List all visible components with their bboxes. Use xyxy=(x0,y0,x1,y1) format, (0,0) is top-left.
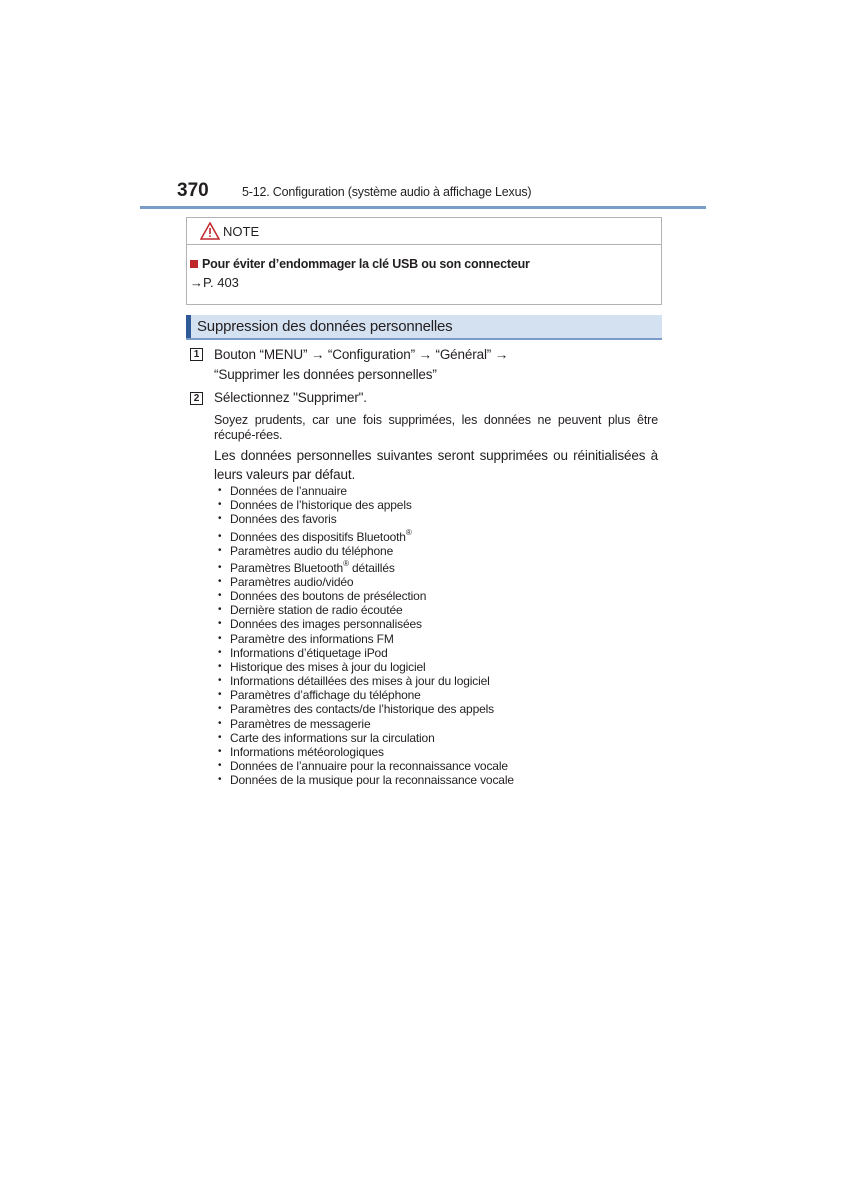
list-item: • Données de l’annuaire xyxy=(218,484,514,498)
list-item: • Données des boutons de présélection xyxy=(218,589,514,603)
step-number-2: 2 xyxy=(190,392,203,405)
red-square-icon xyxy=(190,260,198,268)
registered-mark: ® xyxy=(405,527,412,537)
intro-paragraph: Les données personnelles suivantes seront supprimées ou réinitialisées à leurs valeurs par défaut. xyxy=(214,448,658,482)
registered-mark: ® xyxy=(343,558,349,568)
list-item: • Paramètres d’affichage du téléphone xyxy=(218,688,514,702)
list-item: • Données de l’historique des appels xyxy=(218,498,514,512)
list-item-text: Paramètres Bluetooth xyxy=(230,560,344,575)
list-item: • Dernière station de radio écoutée xyxy=(218,603,514,617)
section-bar xyxy=(186,315,191,338)
list-item: • Paramètres des contacts/de l’historique des appels xyxy=(218,702,514,716)
page-header xyxy=(140,176,706,210)
note-title: NOTE xyxy=(223,224,260,239)
note-reference: →P. 403 xyxy=(190,275,239,290)
chapter-title: 5-12. Configuration (système audio à affichage Lexus) xyxy=(242,185,532,199)
list-item: • Données de la musique pour la reconnaissance vocale xyxy=(218,773,514,787)
note-item-text: Pour éviter d’endommager la clé USB ou son connecteur xyxy=(202,257,530,271)
list-item: • Données des favoris xyxy=(218,512,514,526)
data-list xyxy=(218,484,514,788)
header-rule xyxy=(140,206,706,209)
step-1-line-1: Bouton “MENU” → “Configuration” → “Général” → xyxy=(214,347,509,362)
list-item: • Paramètres audio du téléphone xyxy=(218,544,514,558)
list-item: • Carte des informations sur la circulation xyxy=(218,731,514,745)
list-item xyxy=(218,558,514,575)
list-item: • Données de l’annuaire pour la reconnaissance vocale xyxy=(218,759,514,773)
list-item xyxy=(218,527,514,544)
list-item: • Informations d’étiquetage iPod xyxy=(218,646,514,660)
note-item xyxy=(190,257,530,271)
section-title: Suppression des données personnelles xyxy=(197,318,453,335)
step-1-line-2: “Supprimer les données personnelles” xyxy=(214,367,437,382)
list-item-text: Données des dispositifs Bluetooth xyxy=(230,529,406,544)
note-header xyxy=(187,218,661,245)
list-item: • Données des images personnalisées xyxy=(218,617,514,631)
list-item: • Historique des mises à jour du logiciel xyxy=(218,660,514,674)
list-item: • Paramètres de messagerie xyxy=(218,717,514,731)
page-number: 370 xyxy=(177,180,209,201)
section-heading xyxy=(186,315,662,340)
warning-paragraph: Soyez prudents, car une fois supprimées, les données ne peuvent plus être récupé-rées. xyxy=(214,413,658,442)
list-item: • Informations détaillées des mises à jour du logiciel xyxy=(218,674,514,688)
note-box xyxy=(186,217,662,305)
list-item: • Paramètre des informations FM xyxy=(218,632,514,646)
list-item-text-suffix: détaillés xyxy=(352,560,395,575)
list-item: • Informations météorologiques xyxy=(218,745,514,759)
list-item: • Paramètres audio/vidéo xyxy=(218,575,514,589)
step-number-1: 1 xyxy=(190,348,203,361)
warning-triangle-icon xyxy=(200,222,220,240)
step-2-line-1: Sélectionnez "Supprimer". xyxy=(214,390,367,405)
